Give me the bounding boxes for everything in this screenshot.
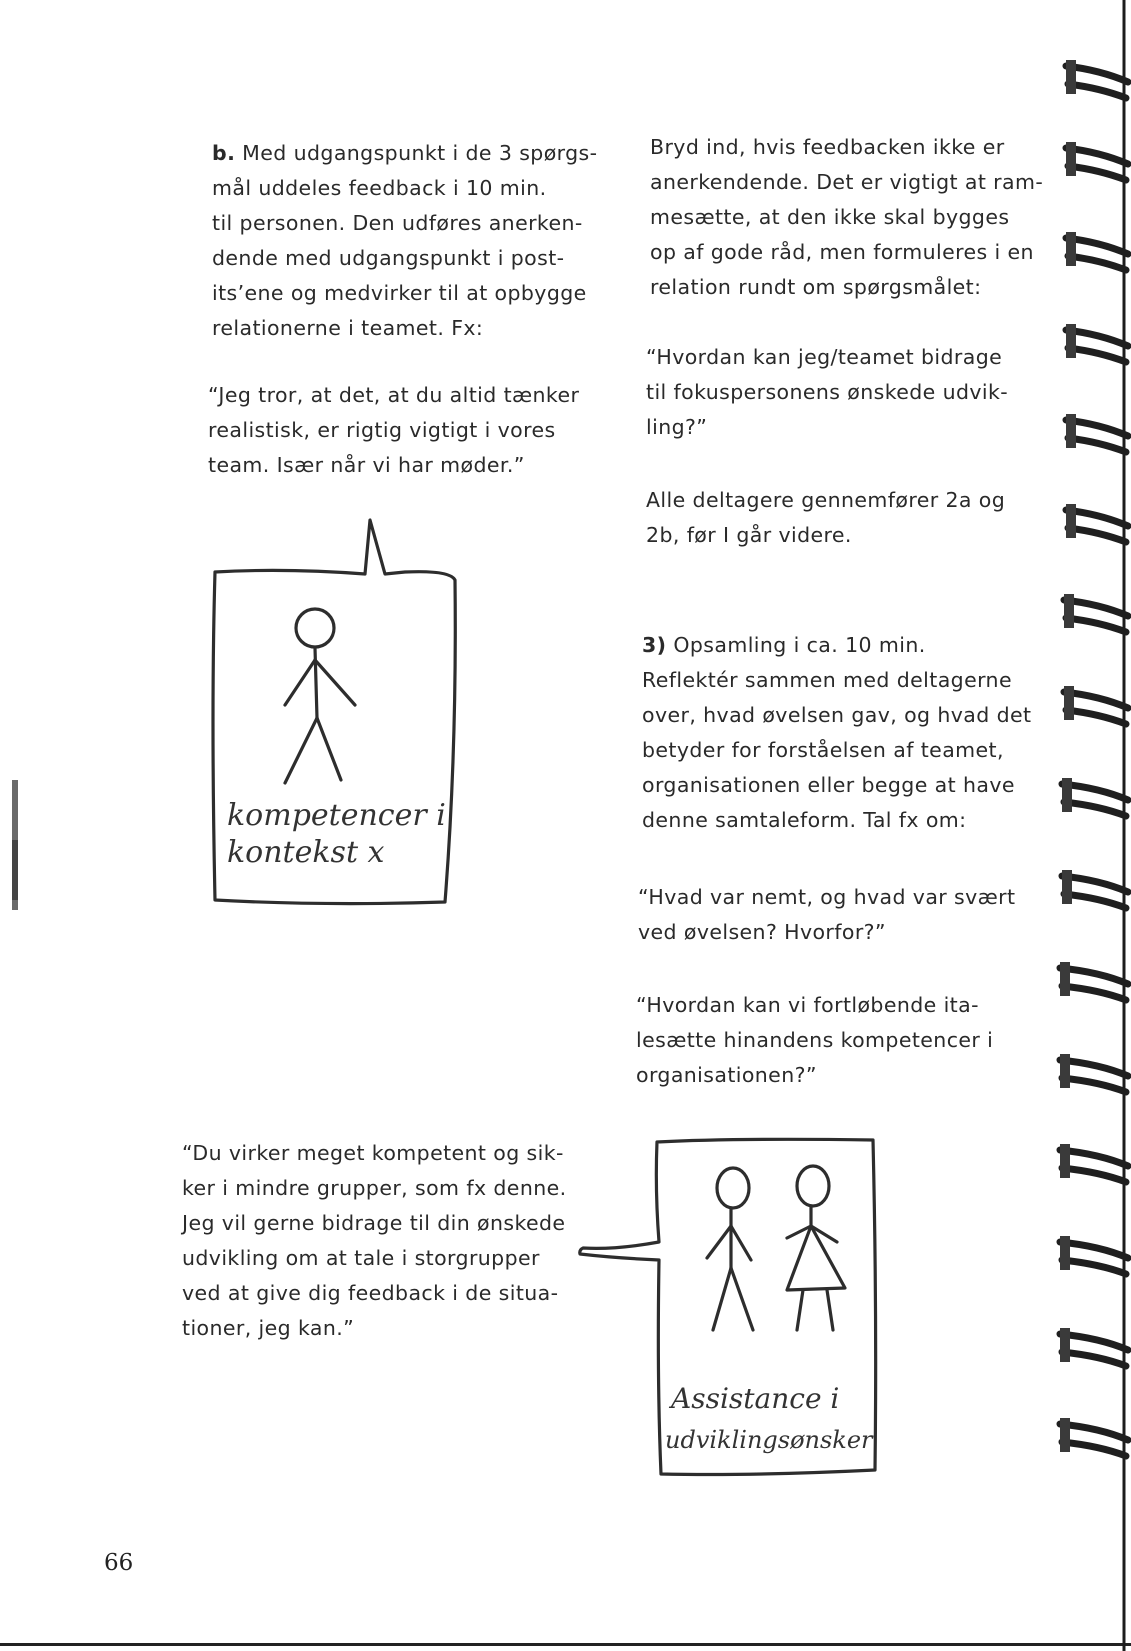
item-label-b: b. bbox=[212, 141, 236, 165]
text-line: Alle deltagere gennemfører 2a og bbox=[646, 488, 1006, 512]
text-line: “Du virker meget kompetent og sik- bbox=[182, 1141, 564, 1165]
bubble-caption-line2: kontekst x bbox=[227, 835, 385, 870]
text-line: organisationen eller begge at have bbox=[642, 773, 1015, 797]
text-line: Bryd ind, hvis feedbacken ikke er bbox=[650, 135, 1005, 159]
head-icon bbox=[797, 1166, 829, 1206]
text-line: its’ene og medvirker til at opbygge bbox=[212, 281, 587, 305]
text-line: “Hvad var nemt, og hvad var svært bbox=[638, 885, 1016, 909]
text-line: Reflektér sammen med deltagerne bbox=[642, 668, 1012, 692]
text-line: relation rundt om spørgsmålet: bbox=[650, 275, 982, 299]
text-line: team. Især når vi har møder.” bbox=[208, 453, 525, 477]
text-line: anerkendende. Det er vigtigt at ram- bbox=[650, 170, 1044, 194]
paragraph-intervene bbox=[650, 130, 1044, 305]
quote-easy-hard bbox=[638, 880, 1016, 950]
paragraph-all-participants bbox=[646, 483, 1014, 553]
text-line: ling?” bbox=[646, 415, 708, 439]
head-icon bbox=[717, 1168, 749, 1208]
bubble-caption-line1: kompetencer i bbox=[227, 798, 446, 833]
quote-ongoing bbox=[636, 988, 1010, 1093]
text-line: mesætte, at den ikke skal bygges bbox=[650, 205, 1010, 229]
text-line: til personen. Den udføres anerken- bbox=[212, 211, 583, 235]
bubble-caption-line1: Assistance i bbox=[671, 1382, 840, 1415]
text-line: lesætte hinandens kompetencer i bbox=[636, 1028, 994, 1052]
text-line: Jeg vil gerne bidrage til din ønskede bbox=[182, 1211, 566, 1235]
text-line: relationerne i teamet. Fx: bbox=[212, 316, 484, 340]
text-line: 2b, før I går videre. bbox=[646, 523, 852, 547]
text-line: tioner, jeg kan.” bbox=[182, 1316, 355, 1340]
section-3-wrapup bbox=[642, 628, 1032, 838]
quote-realistic bbox=[208, 378, 580, 483]
text-line: denne samtaleform. Tal fx om: bbox=[642, 808, 967, 832]
paragraph-b bbox=[212, 136, 598, 346]
speech-bubble-assistance bbox=[575, 1130, 895, 1480]
quote-contribute bbox=[646, 340, 1014, 445]
scan-artifact bbox=[12, 840, 18, 900]
text-line: op af gode råd, men formuleres i en bbox=[650, 240, 1034, 264]
bubble-caption-line2: udviklingsønsker bbox=[665, 1426, 873, 1454]
speech-bubble-competence bbox=[205, 510, 465, 910]
text-line: “Jeg tror, at det, at du altid tænker bbox=[208, 383, 580, 407]
text-line: “Hvordan kan vi fortløbende ita- bbox=[636, 993, 979, 1017]
page-bottom-edge bbox=[0, 1643, 1131, 1646]
item-label-3: 3) bbox=[642, 633, 667, 657]
text-line: udvikling om at tale i storgrupper bbox=[182, 1246, 540, 1270]
text-line: Med udgangspunkt i de 3 spørgs- bbox=[235, 141, 598, 165]
page-number: 66 bbox=[104, 1550, 134, 1576]
text-line: “Hvordan kan jeg/teamet bidrage bbox=[646, 345, 1003, 369]
text-line: over, hvad øvelsen gav, og hvad det bbox=[642, 703, 1032, 727]
binding-coil-icon bbox=[1060, 60, 1128, 1456]
text-line: mål uddeles feedback i 10 min. bbox=[212, 176, 547, 200]
text-line: realistisk, er rigtig vigtigt i vores bbox=[208, 418, 556, 442]
head-icon bbox=[296, 609, 334, 647]
text-line: betyder for forståelsen af teamet, bbox=[642, 738, 1004, 762]
text-line: ved at give dig feedback i de situa- bbox=[182, 1281, 559, 1305]
text-line: ved øvelsen? Hvorfor?” bbox=[638, 920, 886, 944]
text-line: ker i mindre grupper, som fx denne. bbox=[182, 1176, 567, 1200]
text-line: organisationen?” bbox=[636, 1063, 817, 1087]
text-line: dende med udgangspunkt i post- bbox=[212, 246, 565, 270]
text-line: Opsamling i ca. 10 min. bbox=[666, 633, 926, 657]
spiral-binding bbox=[1040, 0, 1131, 1651]
quote-competent bbox=[182, 1136, 567, 1346]
bubble-outline bbox=[580, 1139, 876, 1474]
text-line: til fokuspersonens ønskede udvik- bbox=[646, 380, 1009, 404]
